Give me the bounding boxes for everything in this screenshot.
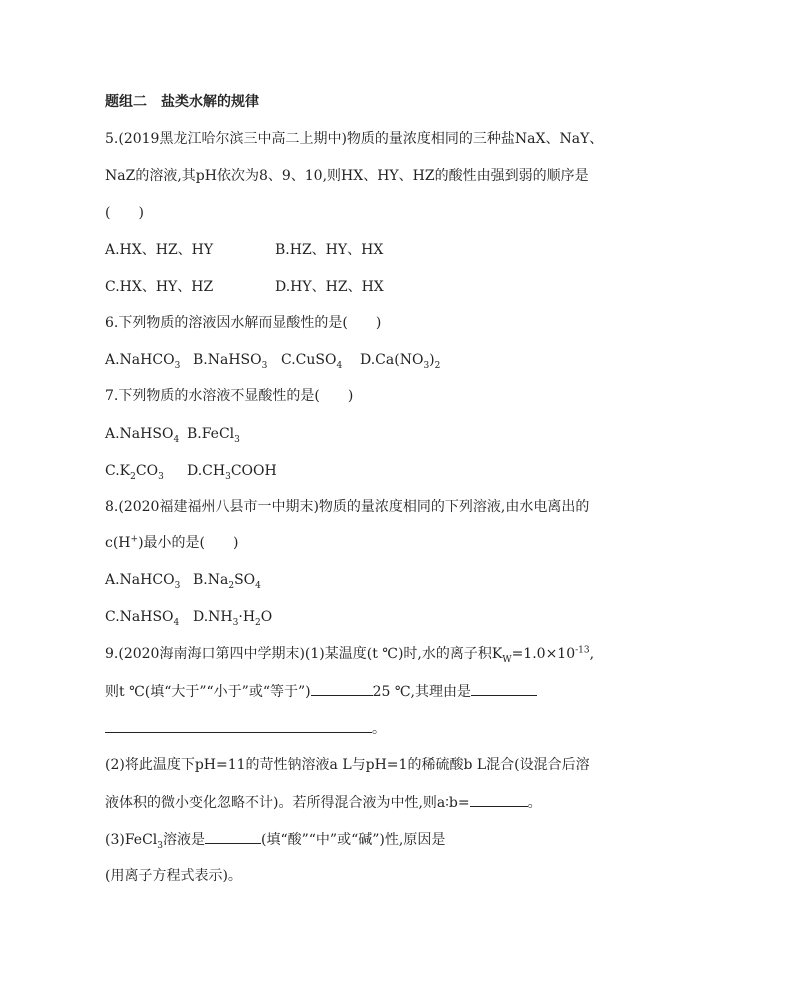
- q9-line6: (3)FeCl$_3$溶液是 (填“酸”“中”或“碱”)性,原因是: [105, 829, 445, 850]
- q7-option-a: A.NaHSO$_4$: [105, 426, 180, 445]
- q5-line1: 5.(2019黑龙江哈尔滨三中高二上期中)物质的量浓度相同的三种盐NaX、NaY、: [105, 131, 604, 147]
- q5-line2: NaZ的溶液,其pH依次为8、9、10,则HX、HY、HZ的酸性由强到弱的顺序是: [105, 168, 589, 184]
- q9-blank-5[interactable]: [205, 829, 261, 844]
- q5-option-b: B.HZ、HY、HX: [275, 242, 384, 258]
- q9-line5: 液体积的微小变化忽略不计)。若所得混合液为中性,则a∶b= 。: [105, 792, 542, 813]
- q5-option-c: C.HX、HY、HZ: [105, 279, 214, 295]
- q5-option-a: A.HX、HZ、HY: [105, 242, 214, 258]
- q7-option-b: B.FeCl$_3$: [187, 426, 240, 445]
- q6-stem: 6.下列物质的溶液因水解而显酸性的是( ): [105, 315, 382, 331]
- q8-option-c: C.NaHSO$_4$: [105, 609, 180, 628]
- section-title: 题组二 盐类水解的规律: [105, 94, 259, 110]
- q9-blank-2[interactable]: [471, 681, 537, 696]
- q9-blank-4[interactable]: [470, 792, 528, 807]
- q9-blank-3[interactable]: [105, 718, 372, 733]
- q8-line2: c(H+)最小的是( ): [105, 534, 239, 551]
- q6-option-b: B.NaHSO$_3$: [193, 352, 268, 371]
- q9-line7: (用离子方程式表示)。: [105, 868, 242, 884]
- q8-option-b: $B.Na_2SO_4$: [193, 572, 261, 591]
- q6-option-c: C.CuSO$_4$: [281, 352, 343, 371]
- q8-option-a: A.NaHCO$_3$: [105, 572, 181, 591]
- q9-line2: 则t ℃(填“大于”“小于”或“等于”) 25 ℃,其理由是: [105, 681, 537, 702]
- q5-answer-paren: ( ): [105, 205, 144, 221]
- q7-option-c: $C.K_2CO_3$: [105, 463, 164, 482]
- q9-line3: 。: [105, 718, 386, 739]
- q8-option-d: $D.NH_3\cdot H_2O$: [193, 609, 273, 628]
- q8-line1: 8.(2020福建福州八县市一中期末)物质的量浓度相同的下列溶液,由水电离出的: [105, 499, 590, 515]
- q9-blank-1[interactable]: [311, 681, 373, 696]
- q9-line1: 9.(2020海南海口第四中学期末)(1)某温度(t ℃)时,水的离子积$K_W=1.0\times 10^{-13}$,: [105, 645, 595, 665]
- q7-option-d: $D.CH_3COOH$: [187, 463, 277, 482]
- q9-line4: (2)将此温度下pH=11的苛性钠溶液a L与pH=1的稀硫酸b L混合(设混合后溶: [105, 757, 590, 773]
- q6-option-d: $D.Ca(NO_3)_2$: [360, 352, 441, 371]
- q6-option-a: A.NaHCO$_3$: [105, 352, 181, 371]
- q5-option-d: D.HY、HZ、HX: [275, 279, 384, 295]
- q7-stem: 7.下列物质的水溶液不显酸性的是( ): [105, 388, 354, 404]
